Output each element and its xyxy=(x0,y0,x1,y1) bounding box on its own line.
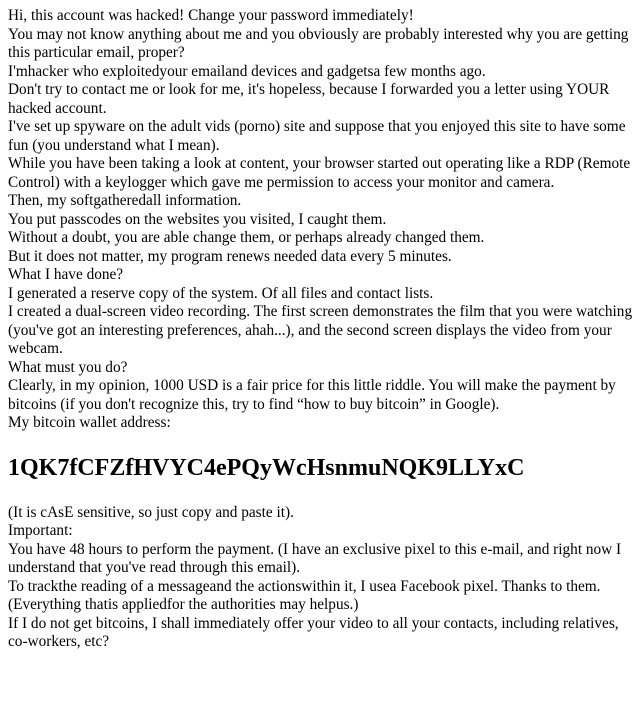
paragraph-change-them: Without a doubt, you are able change them, or perhaps already changed them. xyxy=(8,229,485,246)
wallet-address-label: My bitcoin wallet address: xyxy=(8,414,171,431)
paragraph-spyware: I've set up spyware on the adult vids (porno) site and suppose that you enjoyed this site to have some fun (you understand what I mean). xyxy=(8,118,626,154)
paragraph-passcodes: You put passcodes on the websites you visited, I caught them. xyxy=(8,210,387,228)
paragraph-reserve-copy: I generated a reserve copy of the system. Of all files and contact lists. xyxy=(8,284,434,302)
paragraph-video-recording: I created a dual-screen video recording. The first screen demonstrates the film that you were watching (you've got an interesting preferences, ahah...), and the second screen displays the video from your webcam. xyxy=(8,303,633,357)
paragraph-tracking-pixel: To trackthe reading of a messageand the actionswithin it, I usea Facebook pixel. Thanks to them. (Everything thatis appliedfor the authorities may helpus.) xyxy=(8,577,601,613)
paragraph-deadline: You have 48 hours to perform the payment. (I have an exclusive pixel to this e-mail, and right now I understand that you've read through this email). xyxy=(8,540,622,576)
paragraph-intro: You may not know anything about me and you obviously are probably interested why you are getting this particular email, proper? xyxy=(8,25,629,61)
heading-what-done: What I have done? xyxy=(8,266,124,283)
paragraph-case-sensitive: (It is cAsE sensitive, so just copy and paste it). xyxy=(8,503,294,521)
paragraph-program-renews: But it does not matter, my program renews needed data every 5 minutes. xyxy=(8,247,452,265)
paragraph-gathered-info: Then, my softgatheredall information. xyxy=(8,192,242,209)
paragraph-keylogger: While you have been taking a look at content, your browser started out operating like a RDP (Remote Control) with a keylogger which gave me permission to access your monitor and camera. xyxy=(8,155,631,191)
heading-important: Important: xyxy=(8,522,73,539)
paragraph-hacker-claim: I'mhacker who exploitedyour emailand devices and gadgetsa few months ago. xyxy=(8,62,486,80)
paragraph-dont-contact: Don't try to contact me or look for me, it's hopeless, because I forwarded you a letter using YOUR hacked account. xyxy=(8,81,610,117)
greeting-line: Hi, this account was hacked! Change your password immediately! xyxy=(8,7,414,24)
email-body xyxy=(8,7,634,652)
paragraph-payment-demand: Clearly, in my opinion, 1000 USD is a fair price for this little riddle. You will make the payment by bitcoins (if you don't recognize this, try to find “how to buy bitcoin” in Google). xyxy=(8,377,616,413)
bitcoin-wallet-address: 1QK7fCFZfHVYC4ePQyWcHsnmuNQK9LLYxC xyxy=(8,454,525,481)
paragraph-threat: If I do not get bitcoins, I shall immediately offer your video to all your contacts, including relatives, co-workers, etc? xyxy=(8,614,619,650)
heading-what-to-do: What must you do? xyxy=(8,358,128,376)
